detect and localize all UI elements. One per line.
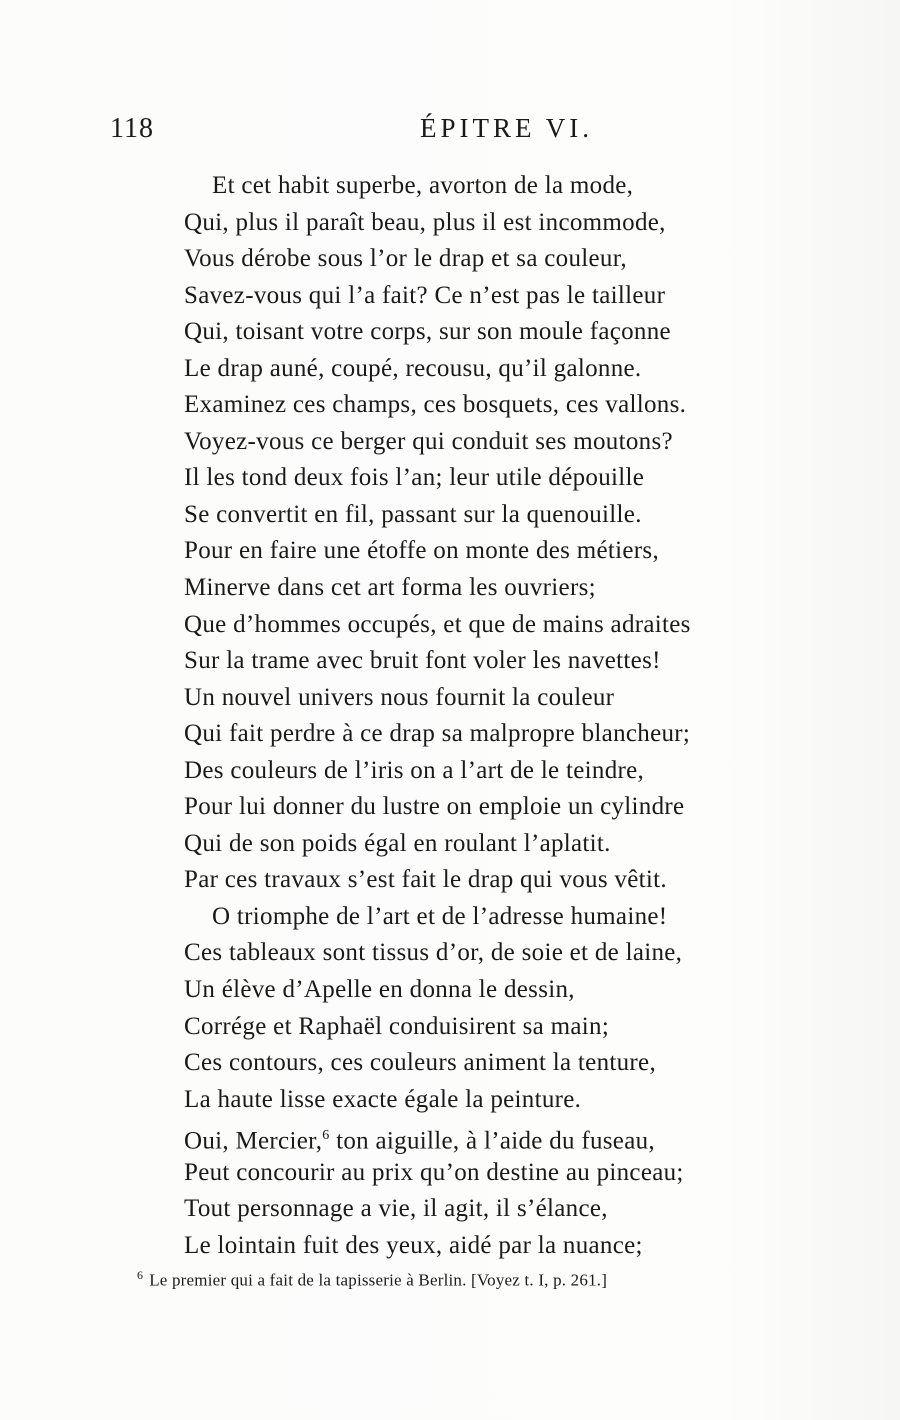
- verse-line: [184, 716, 874, 753]
- verse-line-text: Tout personnage a vie, il agit, il s’élance,: [184, 1195, 608, 1223]
- verse-line: [184, 972, 874, 1009]
- verse-line-text: Pour lui donner du lustre on emploie un cylindre: [184, 793, 685, 821]
- footnote: [137, 1268, 607, 1291]
- page-header: [0, 113, 900, 153]
- verse-line-text: Vous dérobe sous l’or le drap et sa couleur,: [184, 245, 627, 273]
- verse-line-text: Sur la trame avec bruit font voler les navettes!: [184, 647, 661, 675]
- verse-line-text: Savez-vous qui l’a fait? Ce n’est pas le tailleur: [184, 281, 666, 309]
- verse-line: [184, 680, 874, 717]
- verse-line-text: Il les tond deux fois l’an; leur utile dépouille: [184, 464, 645, 492]
- verse-line: [184, 168, 874, 205]
- verse-line: [184, 643, 874, 680]
- verse-line: [184, 826, 874, 863]
- footnote-text: Le premier qui a fait de la tapisserie à Berlin. [Voyez t. I, p. 261.]: [149, 1270, 608, 1290]
- verse-line: [184, 1009, 874, 1046]
- verse-line: [184, 862, 874, 899]
- verse-line: [184, 1118, 874, 1155]
- verse-line-text: Examinez ces champs, ces bosquets, ces vallons.: [184, 391, 687, 419]
- verse-line-text: Un nouvel univers nous fournit la couleur: [184, 683, 615, 711]
- verse-line-text: Et cet habit superbe, avorton de la mode,: [212, 172, 634, 199]
- verse-line-text: Pour en faire une étoffe on monte des métiers,: [184, 537, 659, 565]
- verse-line: [184, 424, 874, 461]
- verse-line-text: Qui fait perdre à ce drap sa malpropre blancheur;: [184, 720, 691, 748]
- verse-line-text: Se convertit en fil, passant sur la quenouille.: [184, 500, 642, 528]
- verse-line-text: Peut concourir au prix qu’on destine au pinceau;: [184, 1158, 684, 1186]
- poem-verse-block: [184, 168, 874, 1264]
- verse-line: [184, 1228, 874, 1265]
- verse-line-text: Le lointain fuit des yeux, aidé par la nuance;: [184, 1231, 643, 1259]
- verse-line-text: O triomphe de l’art et de l’adresse humaine!: [212, 902, 668, 930]
- footnote-reference: 6: [322, 1128, 330, 1144]
- verse-line-text: Des couleurs de l’iris on a l’art de le teindre,: [184, 756, 645, 784]
- verse-line: [184, 387, 874, 424]
- verse-line: [184, 1082, 874, 1119]
- verse-line-text: Oui, Mercier,: [184, 1127, 323, 1155]
- verse-line: [184, 1191, 874, 1228]
- verse-line: [184, 1045, 874, 1082]
- verse-line-text-continued: ton aiguille, à l’aide du fuseau,: [329, 1127, 655, 1155]
- verse-line: [184, 497, 874, 534]
- verse-line-text: Voyez-vous ce berger qui conduit ses moutons?: [184, 427, 673, 455]
- verse-line: [184, 241, 874, 278]
- verse-line: [184, 460, 874, 497]
- verse-line: [184, 753, 874, 790]
- verse-line: [184, 314, 874, 351]
- verse-line: [184, 533, 874, 570]
- verse-line: [184, 351, 874, 388]
- verse-line-text: Qui, toisant votre corps, sur son moule façonne: [184, 318, 671, 346]
- verse-line-text: La haute lisse exacte égale la peinture.: [184, 1085, 582, 1113]
- verse-line: [184, 607, 874, 644]
- verse-line-text: Ces contours, ces couleurs animent la tenture,: [184, 1049, 656, 1077]
- verse-line-text: Qui de son poids égal en roulant l’aplatit.: [184, 829, 611, 857]
- verse-line-text: Un élève d’Apelle en donna le dessin,: [184, 976, 575, 1004]
- verse-line-text: Corrége et Raphaël conduisirent sa main;: [184, 1012, 610, 1040]
- verse-line-text: Par ces travaux s’est fait le drap qui vous vêtit.: [184, 866, 667, 894]
- verse-line: [184, 935, 874, 972]
- footnote-mark: 6: [137, 1268, 144, 1282]
- verse-line: [184, 570, 874, 607]
- verse-line-text: Que d’hommes occupés, et que de mains adraites: [184, 610, 691, 638]
- running-title: ÉPITRE VI.: [420, 113, 593, 143]
- verse-line: [184, 205, 874, 242]
- verse-line-text: Qui, plus il paraît beau, plus il est incommode,: [184, 208, 666, 236]
- verse-line: [184, 899, 874, 936]
- verse-line: [184, 789, 874, 826]
- verse-line-text: Le drap auné, coupé, recousu, qu’il galonne.: [184, 354, 642, 382]
- page-number: 118: [110, 113, 154, 144]
- verse-line-text: Ces tableaux sont tissus d’or, de soie et de laine,: [184, 939, 683, 967]
- verse-line: [184, 278, 874, 315]
- verse-line-text: Minerve dans cet art forma les ouvriers;: [184, 574, 596, 602]
- verse-line: [184, 1155, 874, 1192]
